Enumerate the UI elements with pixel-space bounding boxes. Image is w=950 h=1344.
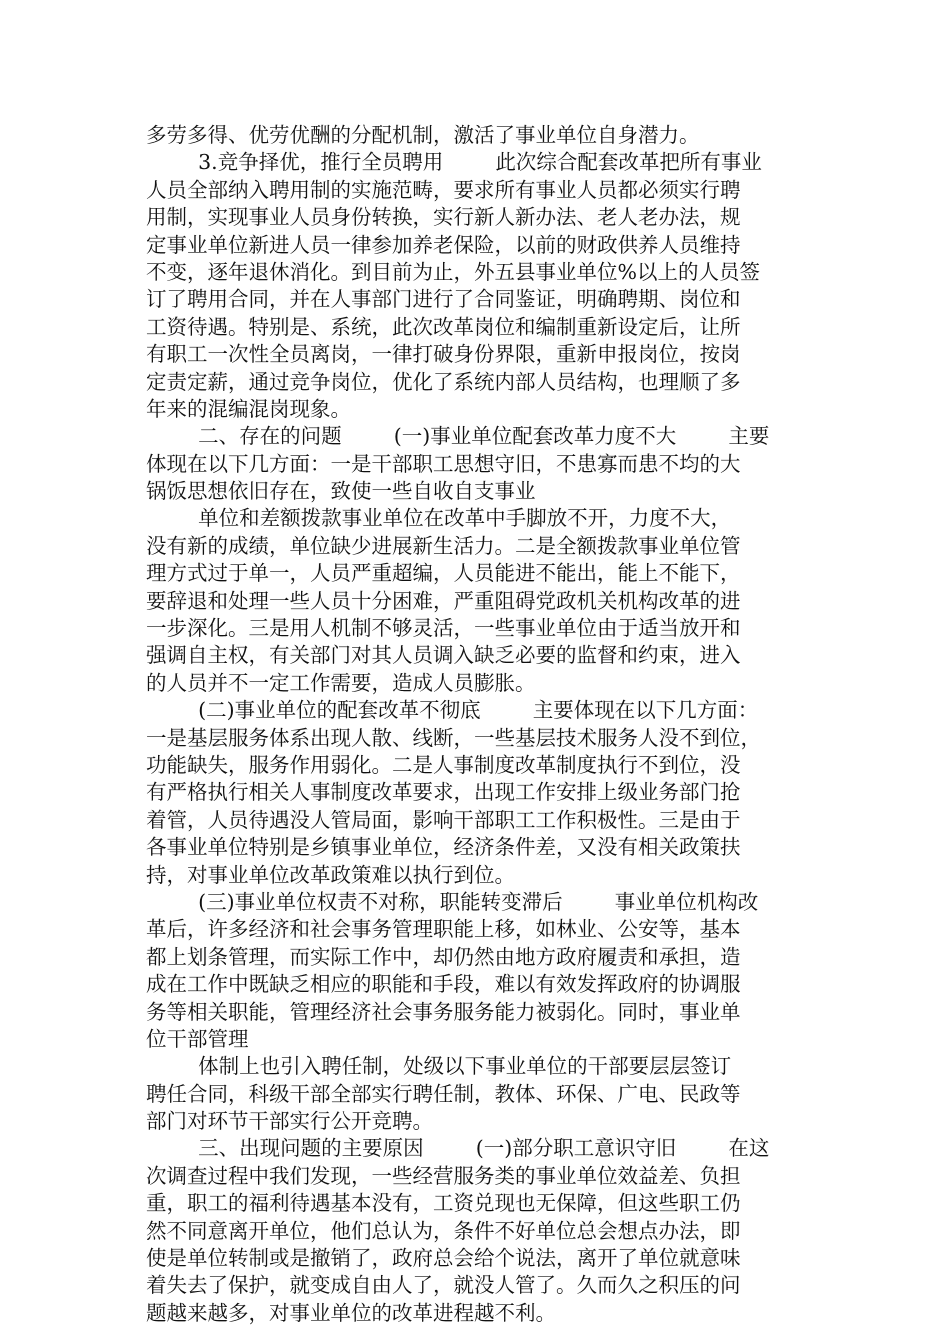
text-line: 锅饭思想依旧存在，致使一些自收自支事业 <box>146 479 536 504</box>
text-line: (三)事业单位权责不对称，职能转变滞后 事业单位机构改 <box>146 889 759 914</box>
text-line: 有职工一次性全员离岗，一律打破身份界限，重新申报岗位，按岗 <box>146 342 741 367</box>
text-line: 有严格执行相关人事制度改革要求，出现工作安排上级业务部门抢 <box>146 780 741 805</box>
text-line: 不变，逐年退休消化。到目前为止，外五县事业单位%以上的人员签 <box>146 259 760 284</box>
text-line: 体制上也引入聘任制，处级以下事业单位的干部要层层签订 <box>146 1054 732 1079</box>
text-line: 题越来越多，对事业单位的改革进程越不利。 <box>146 1300 556 1325</box>
text-line: 位干部管理 <box>146 1026 249 1051</box>
text-line: 没有新的成绩，单位缺少进展新生活力。二是全额拨款事业单位管 <box>146 533 741 558</box>
text-line: 单位和差额拨款事业单位在改革中手脚放不开，力度不大， <box>146 506 732 531</box>
text-line: 持，对事业单位改革政策难以执行到位。 <box>146 862 515 887</box>
text-line: 3.竞争择优，推行全员聘用 此次综合配套改革把所有事业 <box>146 150 762 175</box>
text-line: 一是基层服务体系出现人散、线断，一些基层技术服务人没不到位， <box>146 725 761 750</box>
text-line: 重，职工的福利待遇基本没有，工资兑现也无保障，但这些职工仍 <box>146 1191 741 1216</box>
text-line: 用制，实现事业人员身份转换，实行新人新办法、老人老办法，规 <box>146 205 741 230</box>
text-line: 工资待遇。特别是、系统，此次改革岗位和编制重新设定后，让所 <box>146 314 741 339</box>
text-line: 革后，许多经济和社会事务管理职能上移，如林业、公安等，基本 <box>146 917 741 942</box>
text-line: 体现在以下几方面：一是干部职工思想守旧，不患寡而患不均的大 <box>146 451 741 476</box>
text-line: 聘任合同，科级干部全部实行聘任制，教体、环保、广电、民政等 <box>146 1081 741 1106</box>
text-line: 定责定薪，通过竞争岗位，优化了系统内部人员结构，也理顺了多 <box>146 369 741 394</box>
text-line: 务等相关职能，管理经济社会事务服务能力被弱化。同时，事业单 <box>146 999 741 1024</box>
text-line: 要辞退和处理一些人员十分困难，严重阻碍党政机关机构改革的进 <box>146 588 741 613</box>
text-line: 功能缺失，服务作用弱化。二是人事制度改革制度执行不到位，没 <box>146 752 741 777</box>
text-line: 三、出现问题的主要原因 (一)部分职工意识守旧 在这 <box>146 1136 770 1161</box>
text-line: 的人员并不一定工作需要，造成人员膨胀。 <box>146 670 536 695</box>
text-line: 多劳多得、优劳优酬的分配机制，激活了事业单位自身潜力。 <box>146 123 700 147</box>
text-line: 然不同意离开单位，他们总认为，条件不好单位总会想点办法，即 <box>146 1218 741 1243</box>
text-line: 都上划条管理，而实际工作中，却仍然由地方政府履责和承担，造 <box>146 944 741 969</box>
text-line: 人员全部纳入聘用制的实施范畴，要求所有事业人员都必须实行聘 <box>146 177 741 202</box>
text-line: 理方式过于单一，人员严重超编，人员能进不能出，能上不能下， <box>146 561 741 586</box>
text-line: 定事业单位新进人员一律参加养老保险，以前的财政供养人员维持 <box>146 232 741 257</box>
text-line: 着失去了保护，就变成自由人了，就没人管了。久而久之积压的问 <box>146 1273 741 1298</box>
text-line: 强调自主权，有关部门对其人员调入缺乏必要的监督和约束，进入 <box>146 643 741 668</box>
text-line: 各事业单位特别是乡镇事业单位，经济条件差，又没有相关政策扶 <box>146 835 741 860</box>
text-line: 着管，人员待遇没人管局面，影响干部职工工作积极性。三是由于 <box>146 807 741 832</box>
text-line: 年来的混编混岗现象。 <box>146 396 351 421</box>
text-line: 成在工作中既缺乏相应的职能和手段，难以有效发挥政府的协调服 <box>146 972 741 997</box>
body-text <box>146 122 814 1327</box>
text-line: 部门对环节干部实行公开竞聘。 <box>146 1109 433 1134</box>
text-line: 一步深化。三是用人机制不够灵活，一些事业单位由于适当放开和 <box>146 616 741 641</box>
text-line: 使是单位转制或是撤销了，政府总会给个说法，离开了单位就意味 <box>146 1246 741 1271</box>
text-line: 二、存在的问题 (一)事业单位配套改革力度不大 主要 <box>146 424 770 449</box>
text-line: (二)事业单位的配套改革不彻底 主要体现在以下几方面： <box>146 698 759 723</box>
text-line: 次调查过程中我们发现，一些经营服务类的事业单位效益差、负担 <box>146 1163 741 1188</box>
text-line: 订了聘用合同，并在人事部门进行了合同鉴证，明确聘期、岗位和 <box>146 287 741 312</box>
